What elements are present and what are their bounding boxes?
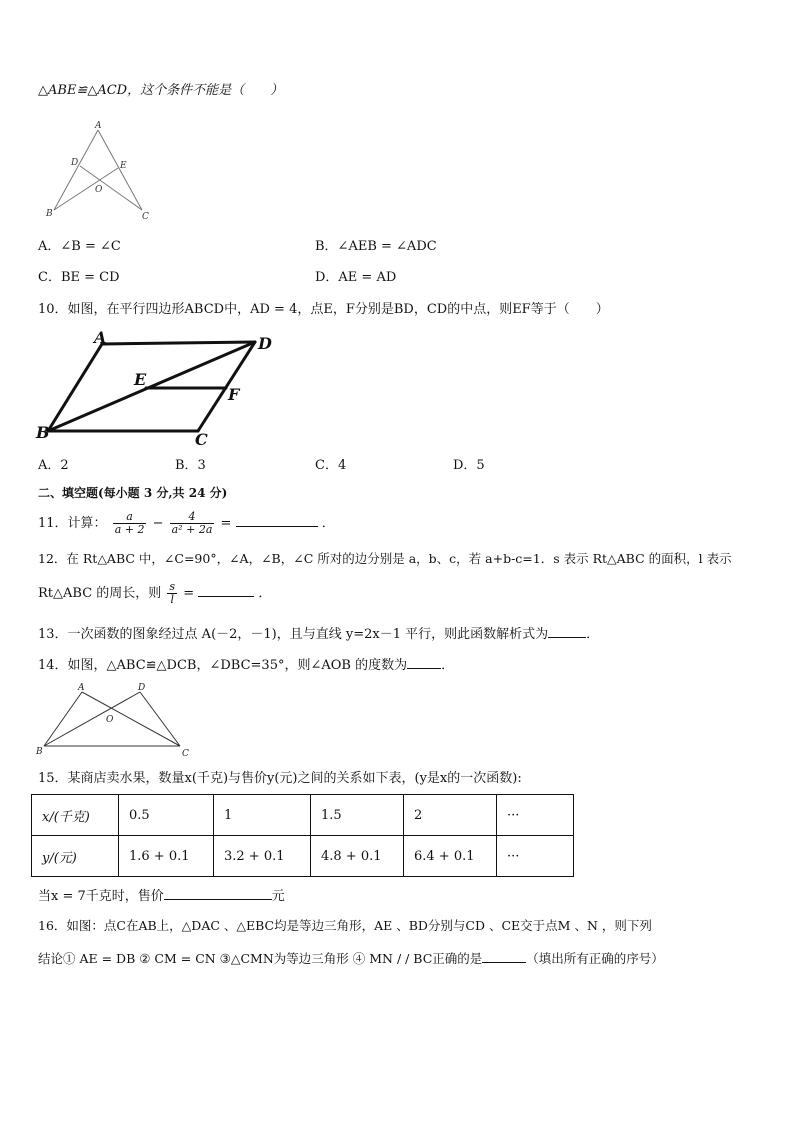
table-cell: 2 [404, 795, 497, 836]
table-cell: 0.5 [119, 795, 214, 836]
q12-end: ． [258, 586, 272, 601]
table-cell: ··· [497, 836, 574, 877]
q15-stem: 15．某商店卖水果，数量x(千克)与售价y(元)之间的关系如下表，(y是x的一次函数): [38, 771, 522, 786]
q12-frac-den: l [167, 593, 177, 606]
q16-line2-prefix: 结论① AE = DB ② CM = CN ③△CMN为等边三角形 ④ MN / / BC正确的是 [38, 951, 483, 966]
q10-option-a: A．2 [38, 458, 69, 473]
q15-answer-prefix: 当x = 7千克时，售价 [38, 889, 164, 904]
q16-line2 [38, 948, 664, 968]
table-cell: 1 [214, 795, 311, 836]
q14-end: ． [441, 658, 455, 673]
q15-table [31, 794, 574, 877]
q9-label-b: B [46, 209, 53, 219]
q15-answer [38, 885, 285, 906]
table-cell: ··· [497, 795, 574, 836]
table-cell: 6.4 + 0.1 [404, 836, 497, 877]
q11-prefix: 11．计算： [38, 516, 107, 531]
q13-answer-blank[interactable] [548, 623, 586, 638]
table-row [32, 795, 574, 836]
q11-fraction-2 [170, 511, 215, 536]
q9-label-c: C [142, 212, 149, 222]
q9-stem: △ABE≌△ACD，这个条件不能是（ ） [38, 83, 284, 98]
q9-label-d: D [71, 158, 79, 168]
table-row [32, 836, 574, 877]
q14 [38, 654, 454, 675]
q9-option-c: C．BE = CD [38, 270, 120, 285]
q12-answer-blank[interactable] [198, 582, 254, 597]
q9-label-a: A [95, 121, 102, 131]
q9-option-b: B．∠AEB = ∠ADC [315, 239, 437, 254]
q9-option-d: D．AE = AD [315, 270, 397, 285]
q16-line1: 16．如图：点C在AB上，△DAC 、△EBC均是等边三角形，AE 、BD分别与CD 、CE交于点M 、N ，则下列 [38, 918, 652, 933]
q13-text: 13．一次函数的图象经过点 A(－2，－1)，且与直线 y=2x－1 平行，则此函数解析式为 [38, 627, 549, 642]
q10-label-d: D [258, 334, 272, 353]
q12-line2-prefix: Rt△ABC 的周长，则 [38, 586, 162, 601]
q10-label-e: E [134, 370, 147, 389]
q11-equals: = [220, 516, 232, 531]
q11-frac1-num: a [126, 510, 133, 523]
q11-answer-blank[interactable] [236, 512, 318, 527]
q16-answer-blank[interactable] [482, 948, 526, 963]
q10-option-b: B．3 [175, 458, 206, 473]
q14-label-a: A [78, 683, 85, 693]
q14-label-o: O [106, 715, 114, 725]
q14-label-b: B [36, 747, 43, 757]
q14-text: 14．如图，△ABC≌△DCB，∠DBC=35°，则∠AOB 的度数为 [38, 658, 408, 673]
q11-minus: − [152, 516, 164, 531]
table-cell: 3.2 + 0.1 [214, 836, 311, 877]
q11-frac2-den: a² + 2a [171, 523, 213, 536]
q10-label-b: B [36, 423, 50, 442]
section-title: 二、填空题(每小题 3 分,共 24 分) [38, 486, 228, 500]
q9-option-a: A．∠B = ∠C [38, 239, 121, 254]
q13 [38, 623, 599, 644]
q10-option-c: C．4 [315, 458, 347, 473]
q10-label-a: A [94, 328, 107, 347]
table-cell: x/(千克) [32, 795, 119, 836]
q12-frac-num: s [169, 580, 176, 593]
q10-label-f: F [228, 385, 240, 404]
q14-figure [32, 680, 192, 760]
q10-label-c: C [195, 430, 208, 448]
table-cell: 1.6 + 0.1 [119, 836, 214, 877]
table-cell: 1.5 [311, 795, 404, 836]
q14-answer-blank[interactable] [407, 654, 441, 669]
q11-end: ． [321, 516, 335, 531]
q11-frac1-den: a + 2 [114, 523, 145, 536]
q11 [38, 510, 335, 538]
q12-line1: 12．在 Rt△ABC 中，∠C=90°，∠A，∠B，∠C 所对的边分别是 a，b、c，若 a+b-c=1．s 表示 Rt△ABC 的面积，l 表示 [38, 551, 732, 566]
q16-line2-suffix: （填出所有正确的序号） [526, 951, 664, 966]
q10-figure [30, 328, 290, 448]
q12-fraction [167, 581, 177, 606]
q11-fraction-1 [113, 511, 147, 536]
table-cell: y/(元) [32, 836, 119, 877]
q14-label-c: C [182, 749, 189, 759]
q10-stem: 10．如图，在平行四边形ABCD中，AD = 4，点E，F分别是BD，CD的中点，则EF等于（ ） [38, 302, 609, 317]
q12-equals: = [183, 586, 195, 601]
q9-label-o: O [95, 185, 103, 195]
q14-label-d: D [138, 683, 146, 693]
q10-option-d: D．5 [453, 458, 485, 473]
q15-answer-suffix: 元 [271, 889, 285, 904]
q9-figure [40, 118, 160, 226]
table-cell: 4.8 + 0.1 [311, 836, 404, 877]
q12-line2 [38, 580, 271, 608]
q13-end: ． [586, 627, 600, 642]
q9-label-e: E [120, 161, 127, 171]
q15-answer-blank[interactable] [164, 885, 272, 900]
q11-frac2-num: 4 [188, 510, 196, 523]
